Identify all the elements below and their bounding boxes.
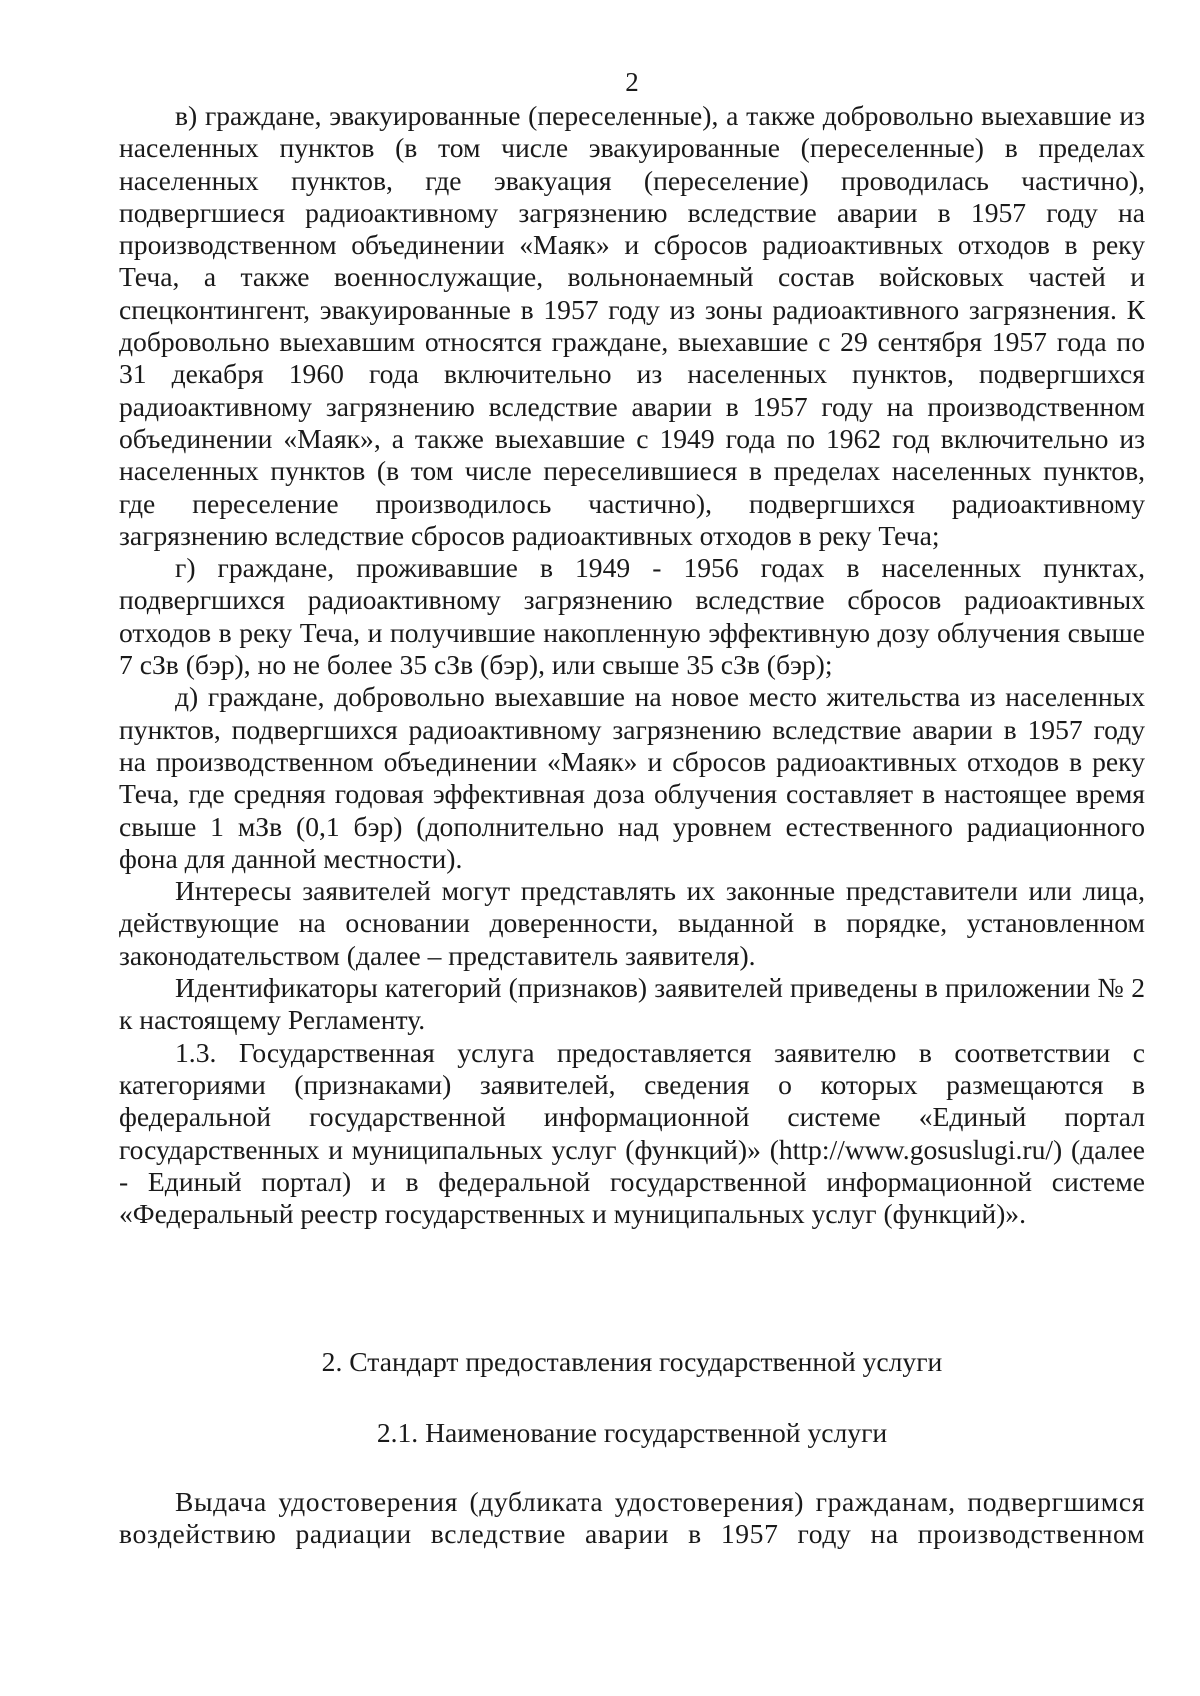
paragraph-v: в) граждане, эвакуированные (переселенные), а также добровольно выехавшие из населенных пунктов (в том числе эвакуированные (переселенные) в пределах населенных пунктов, где эвакуация (переселение) проводилась частично), подвергшиеся радиоактивному загрязнению вследствие аварии в 1957 году на производственном объединении «Маяк» и сбросов радиоактивных отходов в реку Теча, а также военнослужащие, вольнонаемный состав войсковых частей и спецконтингент, эвакуированные в 1957 году из зоны радиоактивного загрязнения. К добровольно выехавшим относятся граждане, выехавшие с 29 сентября 1957 года по 31 декабря 1960 года включительно из населенных пунктов, подвергшихся радиоактивному загрязнению вследствие аварии в 1957 году на производственном объединении «Маяк», а также выехавшие с 1949 года по 1962 год включительно из населенных пунктов (в том числе переселившиеся в пределах населенных пунктов, где переселение производилось частично), подвергшихся радиоактивному загрязнению вследствие сбросов радиоактивных отходов в реку Теча; [119, 100, 1145, 551]
body-text-2 [119, 1486, 1145, 1551]
body-text [119, 100, 1145, 1230]
subsection-heading: 2.1. Наименование государственной услуги [376, 1417, 888, 1448]
paragraph-g: г) граждане, проживавшие в 1949 - 1956 годах в населенных пунктах, подвергшихся радиоактивному загрязнению вследствие сбросов радиоактивных отходов в реку Теча, и получившие накопленную эффективную дозу облучения свыше 7 сЗв (бэр), но не более 35 сЗв (бэр), или свыше 35 сЗв (бэр); [119, 552, 1145, 681]
section-heading: 2. Стандарт предоставления государственной услуги [321, 1346, 943, 1377]
paragraph-1-3: 1.3. Государственная услуга предоставляется заявителю в соответствии с категориями (признаками) заявителей, сведения о которых размещаются в федеральной государственной информационной системе «Единый портал государственных и муниципальных услуг (функций)» (http://www.gosuslugi.ru/) (далее - Единый портал) и в федеральной государственной информационной системе «Федеральный реестр государственных и муниципальных услуг (функций)». [119, 1036, 1145, 1230]
paragraph-d: д) граждане, добровольно выехавшие на новое место жительства из населенных пунктов, подвергшихся радиоактивному загрязнению вследствие аварии в 1957 году на производственном объединении «Маяк» и сбросов радиоактивных отходов в реку Теча, где средняя годовая эффективная доза облучения составляет в настоящее время свыше 1 мЗв (0,1 бэр) (дополнительно над уровнем естественного радиационного фона для данной местности). [119, 681, 1145, 874]
page-number: 2 [625, 67, 639, 97]
paragraph-representatives: Интересы заявителей могут представлять их законные представители или лица, действующие на основании доверенности, выданной в порядке, установленном законодательством (далее – представитель заявителя). [119, 875, 1145, 971]
paragraph-service-name: Выдача удостоверения (дубликата удостоверения) гражданам, подвергшимся воздействию радиации вследствие аварии в 1957 году на производственном [119, 1486, 1145, 1550]
paragraph-identifiers: Идентификаторы категорий (признаков) заявителей приведены в приложении № 2 к настоящему Регламенту. [119, 972, 1145, 1036]
